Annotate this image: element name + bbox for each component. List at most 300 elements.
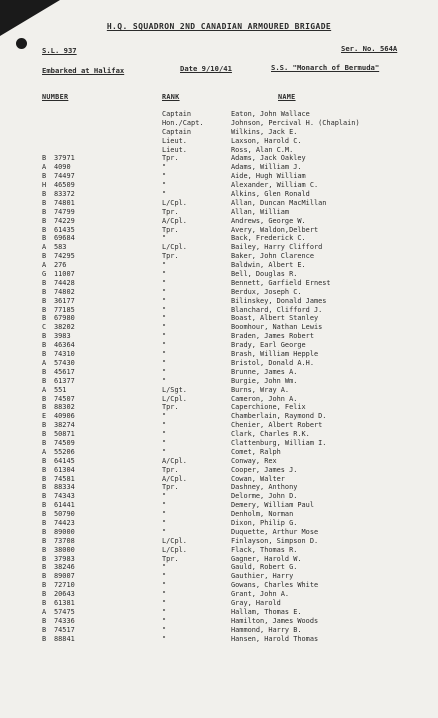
list-item	[0, 546, 438, 555]
service-number: 77185	[54, 305, 75, 314]
service-number: 3983	[54, 332, 71, 341]
person-name: Andrews, George W.	[231, 216, 306, 225]
service-number-prefix: E	[42, 412, 47, 421]
service-number-prefix: B	[42, 314, 47, 323]
person-name: Back, Frederick C.	[231, 234, 306, 243]
person-name: Conway, Rex	[231, 456, 277, 465]
service-number-prefix: B	[42, 492, 47, 501]
person-name: Avery, Waldon,Delbert	[231, 225, 319, 234]
rank: Lieut.	[162, 145, 187, 154]
rank: "	[162, 163, 167, 172]
service-number: 57430	[54, 358, 75, 367]
person-name: Adams, Jack Oakley	[231, 154, 306, 163]
list-item	[0, 439, 438, 448]
rank: "	[162, 261, 167, 270]
service-number: 74229	[54, 216, 75, 225]
service-number: 276	[54, 261, 67, 270]
service-number: 61381	[54, 598, 75, 607]
rank: L/Cpl.	[162, 394, 187, 403]
person-name: Cameron, John A.	[231, 394, 298, 403]
list-item	[0, 421, 438, 430]
service-number: 4090	[54, 163, 71, 172]
rank: Hon./Capt.	[162, 118, 204, 127]
service-number: 74428	[54, 278, 75, 287]
service-number: 61377	[54, 376, 75, 385]
service-number-prefix: B	[42, 216, 47, 225]
person-name: Burgie, John Wm.	[231, 376, 298, 385]
service-number-prefix: B	[42, 198, 47, 207]
service-number: 37983	[54, 554, 75, 563]
list-item	[0, 457, 438, 466]
service-number-prefix: B	[42, 545, 47, 554]
rank: Tpr.	[162, 554, 179, 563]
list-item	[0, 270, 438, 279]
list-item	[0, 137, 438, 146]
rank: L/Cpl.	[162, 536, 187, 545]
service-number: 38202	[54, 323, 75, 332]
list-item	[0, 226, 438, 235]
embarkation-port: Embarked at Halifax	[42, 66, 125, 75]
person-name: Hansen, Harold Thomas	[231, 634, 319, 643]
list-item	[0, 519, 438, 528]
rank: Captain	[162, 127, 192, 136]
rank: "	[162, 492, 167, 501]
list-item	[0, 252, 438, 261]
service-number-prefix: H	[42, 181, 47, 190]
list-item	[0, 119, 438, 128]
person-name: Denholm, Norman	[231, 510, 294, 519]
service-number-prefix: B	[42, 376, 47, 385]
rank: "	[162, 563, 167, 572]
service-number-prefix: B	[42, 634, 47, 643]
service-number-prefix: B	[42, 278, 47, 287]
service-number-prefix: B	[42, 438, 47, 447]
list-item	[0, 288, 438, 297]
service-number: 72710	[54, 581, 75, 590]
rank: Captain	[162, 110, 192, 118]
service-number: 83372	[54, 190, 75, 199]
person-name: Hammond, Harry B.	[231, 625, 302, 634]
service-number: 74509	[54, 438, 75, 447]
list-item	[0, 297, 438, 306]
person-name: Johnson, Percival H. (Chaplain)	[231, 118, 360, 127]
rank: L/Sgt.	[162, 385, 187, 394]
person-name: Chenier, Albert Robert	[231, 421, 323, 430]
person-name: Cowan, Walter	[231, 474, 285, 483]
person-name: Bristol, Donald A.H.	[231, 358, 314, 367]
service-number-prefix: A	[42, 447, 47, 456]
list-item	[0, 528, 438, 537]
service-number-prefix: B	[42, 563, 47, 572]
list-item	[0, 181, 438, 190]
list-item	[0, 608, 438, 617]
list-item	[0, 563, 438, 572]
service-number-prefix: A	[42, 243, 47, 252]
service-number-prefix: B	[42, 190, 47, 199]
person-name: Flack, Thomas R.	[231, 545, 298, 554]
person-name: Burns, Wray A.	[231, 385, 290, 394]
nominal-roll-list	[0, 110, 438, 643]
service-number: 40906	[54, 412, 75, 421]
list-item	[0, 377, 438, 386]
service-number-prefix: B	[42, 501, 47, 510]
list-item	[0, 555, 438, 564]
person-name: Eaton, John Wallace	[231, 110, 310, 118]
rank: "	[162, 323, 167, 332]
service-number: 11007	[54, 270, 75, 279]
rank: L/Cpl.	[162, 243, 187, 252]
rank: Tpr.	[162, 252, 179, 261]
list-item	[0, 146, 438, 155]
person-name: Boomhour, Nathan Lewis	[231, 323, 323, 332]
service-number: 57475	[54, 607, 75, 616]
service-number-prefix: B	[42, 350, 47, 359]
rank: "	[162, 287, 167, 296]
service-number: 89007	[54, 572, 75, 581]
list-item	[0, 501, 438, 510]
service-number: 55206	[54, 447, 75, 456]
list-item	[0, 110, 438, 119]
service-number: 74802	[54, 287, 75, 296]
person-name: Alkins, Glen Ronald	[231, 190, 310, 199]
person-name: Bennett, Garfield Ernest	[231, 278, 331, 287]
list-item	[0, 475, 438, 484]
rank: "	[162, 172, 167, 181]
service-number: 74343	[54, 492, 75, 501]
list-item	[0, 395, 438, 404]
person-name: Gowans, Charles White	[231, 581, 319, 590]
rank: "	[162, 447, 167, 456]
service-number: 67980	[54, 314, 75, 323]
service-number-prefix: A	[42, 385, 47, 394]
column-header-rank: RANK	[162, 93, 180, 101]
person-name: Allan, William	[231, 207, 290, 216]
service-number-prefix: B	[42, 465, 47, 474]
service-number: 74507	[54, 394, 75, 403]
service-number: 37971	[54, 154, 75, 163]
person-name: Demery, William Paul	[231, 501, 314, 510]
service-number: 74581	[54, 474, 75, 483]
rank: A/Cpl.	[162, 216, 187, 225]
list-item	[0, 412, 438, 421]
service-number: 89000	[54, 527, 75, 536]
service-number-prefix: A	[42, 607, 47, 616]
list-item	[0, 314, 438, 323]
service-number-prefix: B	[42, 527, 47, 536]
person-name: Gauthier, Harry	[231, 572, 294, 581]
rank: "	[162, 616, 167, 625]
service-number: 38000	[54, 545, 75, 554]
person-name: Adams, William J.	[231, 163, 302, 172]
service-number: 38246	[54, 563, 75, 572]
service-number-prefix: B	[42, 172, 47, 181]
service-number-prefix: B	[42, 430, 47, 439]
list-item	[0, 163, 438, 172]
list-item	[0, 279, 438, 288]
list-item	[0, 154, 438, 163]
person-name: Delorme, John D.	[231, 492, 298, 501]
service-number-prefix: B	[42, 403, 47, 412]
list-item	[0, 306, 438, 315]
rank: Lieut.	[162, 136, 187, 145]
service-number: 74801	[54, 198, 75, 207]
rank: "	[162, 634, 167, 643]
rank: A/Cpl.	[162, 474, 187, 483]
rank: "	[162, 438, 167, 447]
service-number: 74295	[54, 252, 75, 261]
service-number: 88302	[54, 403, 75, 412]
list-item	[0, 368, 438, 377]
service-number-prefix: B	[42, 367, 47, 376]
person-name: Brunne, James A.	[231, 367, 298, 376]
list-item	[0, 350, 438, 359]
service-number-prefix: B	[42, 474, 47, 483]
rank: "	[162, 376, 167, 385]
service-number-prefix: B	[42, 234, 47, 243]
serial-number: Ser. No. 564A	[341, 44, 398, 53]
rank: "	[162, 296, 167, 305]
person-name: Baker, John Clarence	[231, 252, 314, 261]
person-name: Gagner, Harold W.	[231, 554, 302, 563]
rank: "	[162, 572, 167, 581]
rank: "	[162, 181, 167, 190]
rank: "	[162, 314, 167, 323]
list-item	[0, 626, 438, 635]
rank: "	[162, 625, 167, 634]
service-number-prefix: B	[42, 154, 47, 163]
person-name: Caperchione, Felix	[231, 403, 306, 412]
rank: "	[162, 341, 167, 350]
service-number: 551	[54, 385, 67, 394]
rank: "	[162, 421, 167, 430]
list-item	[0, 234, 438, 243]
rank: Tpr.	[162, 154, 179, 163]
service-number-prefix: B	[42, 554, 47, 563]
list-item	[0, 190, 438, 199]
person-name: Grant, John A.	[231, 590, 290, 599]
list-item	[0, 483, 438, 492]
person-name: Allan, Duncan MacMillan	[231, 198, 327, 207]
rank: "	[162, 581, 167, 590]
rank: "	[162, 270, 167, 279]
service-number-prefix: B	[42, 341, 47, 350]
rank: "	[162, 278, 167, 287]
list-item	[0, 323, 438, 332]
list-item	[0, 590, 438, 599]
rank: A/Cpl.	[162, 456, 187, 465]
embarkation-date: Date 9/10/41	[180, 64, 232, 73]
service-number-prefix: B	[42, 225, 47, 234]
service-number: 20643	[54, 590, 75, 599]
column-header-number: NUMBER	[42, 93, 69, 101]
list-item	[0, 617, 438, 626]
rank: "	[162, 234, 167, 243]
service-number: 69684	[54, 234, 75, 243]
rank: Tpr.	[162, 403, 179, 412]
service-number: 74517	[54, 625, 75, 634]
person-name: Cooper, James J.	[231, 465, 298, 474]
person-name: Dashney, Anthony	[231, 483, 298, 492]
person-name: Baldwin, Albert E.	[231, 261, 306, 270]
list-item	[0, 403, 438, 412]
person-name: Brady, Earl George	[231, 341, 306, 350]
service-number-prefix: B	[42, 252, 47, 261]
person-name: Boast, Albert Stanley	[231, 314, 319, 323]
person-name: Gray, Harold	[231, 598, 281, 607]
person-name: Blanchard, Clifford J.	[231, 305, 323, 314]
person-name: Finlayson, Simpson D.	[231, 536, 319, 545]
service-number: 74336	[54, 616, 75, 625]
person-name: Bilinskey, Donald James	[231, 296, 327, 305]
person-name: Braden, James Robert	[231, 332, 314, 341]
person-name: Alexander, William C.	[231, 181, 319, 190]
service-number: 36177	[54, 296, 75, 305]
service-number-prefix: B	[42, 207, 47, 216]
service-number-prefix: B	[42, 394, 47, 403]
service-number-prefix: B	[42, 483, 47, 492]
service-number-prefix: A	[42, 261, 47, 270]
person-name: Gauld, Robert G.	[231, 563, 298, 572]
person-name: Dixon, Philip G.	[231, 518, 298, 527]
service-number: 74799	[54, 207, 75, 216]
person-name: Hamilton, James Woods	[231, 616, 319, 625]
rank: "	[162, 305, 167, 314]
person-name: Aide, Hugh William	[231, 172, 306, 181]
service-number: 50790	[54, 510, 75, 519]
service-number-prefix: B	[42, 305, 47, 314]
rank: "	[162, 190, 167, 199]
service-number-prefix: B	[42, 332, 47, 341]
service-number: 61435	[54, 225, 75, 234]
service-number-prefix: A	[42, 358, 47, 367]
person-name: Bailey, Harry Clifford	[231, 243, 323, 252]
ship-name: S.S. "Monarch of Bermuda"	[271, 63, 380, 72]
service-number-prefix: A	[42, 163, 47, 172]
service-number-prefix: B	[42, 616, 47, 625]
service-number: 61441	[54, 501, 75, 510]
person-name: Chamberlain, Raymond D.	[231, 412, 327, 421]
list-item	[0, 635, 438, 644]
service-number-prefix: B	[42, 296, 47, 305]
service-number: 38274	[54, 421, 75, 430]
rank: L/Cpl.	[162, 198, 187, 207]
rank: "	[162, 518, 167, 527]
list-item	[0, 341, 438, 350]
service-number-prefix: B	[42, 536, 47, 545]
rank: "	[162, 510, 167, 519]
service-number: 45617	[54, 367, 75, 376]
service-number: 583	[54, 243, 67, 252]
person-name: Clattenburg, William I.	[231, 438, 327, 447]
service-number-prefix: C	[42, 323, 47, 332]
service-number: 74310	[54, 350, 75, 359]
service-number-prefix: B	[42, 510, 47, 519]
document-title: H.Q. SQUADRON 2ND CANADIAN ARMOURED BRIGADE	[106, 22, 332, 31]
list-item	[0, 128, 438, 137]
list-item	[0, 386, 438, 395]
list-item	[0, 581, 438, 590]
column-header-name: NAME	[278, 93, 296, 101]
service-number: 61304	[54, 465, 75, 474]
list-item	[0, 466, 438, 475]
list-item	[0, 199, 438, 208]
list-item	[0, 332, 438, 341]
person-name: Comet, Ralph	[231, 447, 281, 456]
rank: "	[162, 501, 167, 510]
list-item	[0, 217, 438, 226]
rank: Tpr.	[162, 465, 179, 474]
rank: "	[162, 350, 167, 359]
list-item	[0, 243, 438, 252]
rank: "	[162, 367, 167, 376]
person-name: Duquette, Arthur Mose	[231, 527, 319, 536]
rank: "	[162, 358, 167, 367]
service-number: 50871	[54, 430, 75, 439]
list-item	[0, 510, 438, 519]
rank: Tpr.	[162, 225, 179, 234]
person-name: Berdux, Joseph C.	[231, 287, 302, 296]
rank: "	[162, 590, 167, 599]
service-number-prefix: B	[42, 421, 47, 430]
rank: L/Cpl.	[162, 545, 187, 554]
person-name: Clark, Charles R.K.	[231, 430, 310, 439]
rank: Tpr.	[162, 483, 179, 492]
service-number: 64145	[54, 456, 75, 465]
service-number-prefix: G	[42, 270, 47, 279]
punch-hole	[16, 38, 27, 49]
list-item	[0, 448, 438, 457]
rank: "	[162, 598, 167, 607]
rank: "	[162, 607, 167, 616]
rank: "	[162, 332, 167, 341]
service-number-prefix: B	[42, 590, 47, 599]
person-name: Ross, Alan C.M.	[231, 145, 294, 154]
person-name: Laxson, Harold C.	[231, 136, 302, 145]
service-number-prefix: B	[42, 625, 47, 634]
list-item	[0, 572, 438, 581]
service-number: 74423	[54, 518, 75, 527]
serial-list-number: S.L. 937	[42, 46, 77, 55]
rank: Tpr.	[162, 207, 179, 216]
service-number-prefix: B	[42, 572, 47, 581]
service-number: 46509	[54, 181, 75, 190]
person-name: Brash, William Hepple	[231, 350, 319, 359]
list-item	[0, 172, 438, 181]
person-name: Bell, Douglas R.	[231, 270, 298, 279]
service-number-prefix: B	[42, 581, 47, 590]
service-number: 73708	[54, 536, 75, 545]
person-name: Wilkins, Jack E.	[231, 127, 298, 136]
service-number-prefix: B	[42, 456, 47, 465]
list-item	[0, 492, 438, 501]
list-item	[0, 261, 438, 270]
list-item	[0, 599, 438, 608]
rank: "	[162, 430, 167, 439]
list-item	[0, 537, 438, 546]
rank: "	[162, 527, 167, 536]
list-item	[0, 359, 438, 368]
list-item	[0, 208, 438, 217]
list-item	[0, 430, 438, 439]
rank: "	[162, 412, 167, 421]
service-number-prefix: B	[42, 287, 47, 296]
service-number: 88334	[54, 483, 75, 492]
service-number: 46364	[54, 341, 75, 350]
service-number-prefix: B	[42, 518, 47, 527]
person-name: Hallam, Thomas E.	[231, 607, 302, 616]
service-number-prefix: B	[42, 598, 47, 607]
service-number: 74497	[54, 172, 75, 181]
